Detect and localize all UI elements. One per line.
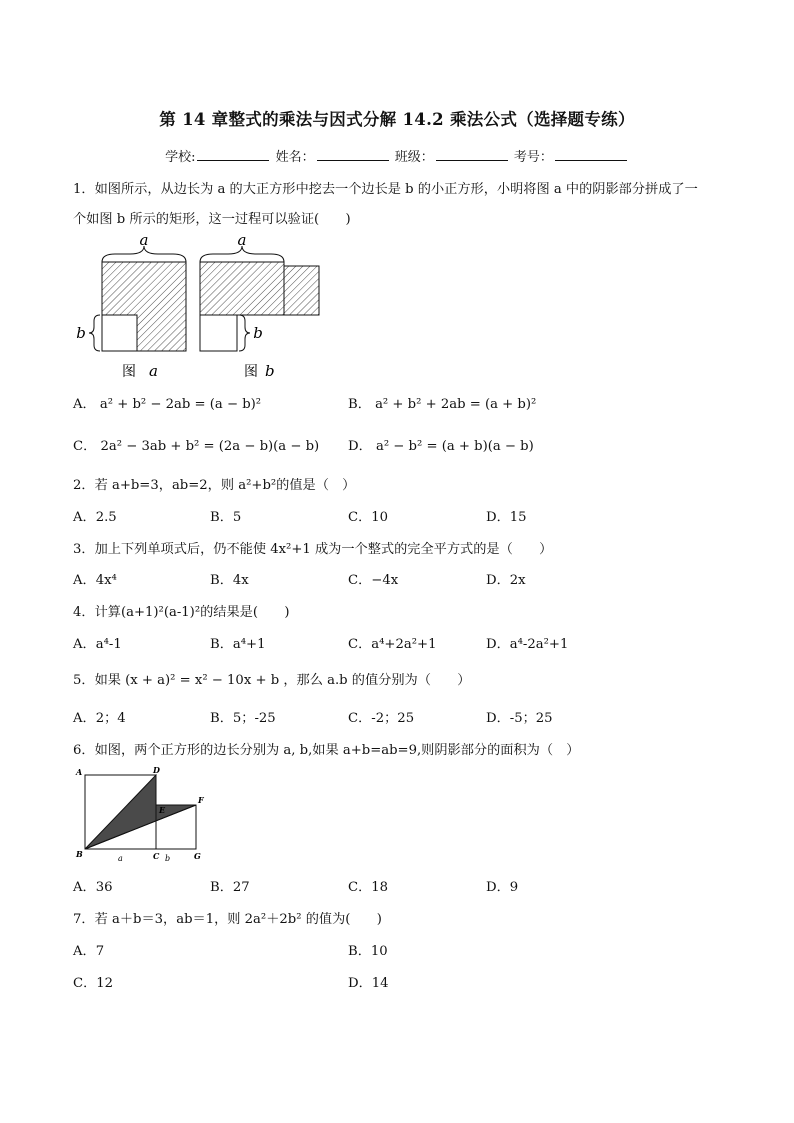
q2-stem: 2．若 a+b=3，ab=2，则 a²+b²的值是（ ） bbox=[73, 478, 356, 493]
q3-option-b[interactable]: B．4x bbox=[210, 573, 249, 588]
q6-label-c: C bbox=[153, 851, 160, 861]
q6-option-b[interactable]: B．27 bbox=[210, 880, 250, 895]
q1-option-b[interactable]: B． a² + b² + 2ab = (a + b)² bbox=[348, 397, 537, 412]
q6-label-a: A bbox=[76, 767, 83, 777]
q4-option-a[interactable]: A．a⁴-1 bbox=[73, 637, 122, 652]
q4-stem: 4．计算(a+1)²(a-1)²的结果是( ) bbox=[73, 605, 290, 620]
q1-figure bbox=[72, 228, 332, 383]
student-info-line bbox=[0, 146, 794, 165]
class-label: 班级： bbox=[394, 150, 434, 165]
q7-option-b[interactable]: B．10 bbox=[348, 944, 388, 959]
q1-option-d[interactable]: D． a² − b² = (a + b)(a − b) bbox=[348, 439, 534, 454]
fig-b-top-label: a bbox=[237, 231, 247, 249]
school-label: 学校: bbox=[165, 150, 196, 165]
fig-b-caption-var: b bbox=[265, 362, 275, 380]
name-label: 姓名： bbox=[275, 150, 315, 165]
q2-option-a[interactable]: A．2.5 bbox=[73, 510, 117, 525]
page-title: 第 14 章整式的乘法与因式分解 14.2 乘法公式（选择题专练） bbox=[159, 110, 635, 129]
q5-stem: 5．如果 (x + a)² = x² − 10x + b ，那么 a.b 的值分别为（ ） bbox=[73, 673, 471, 688]
fig-a-side-brace bbox=[89, 315, 100, 351]
fig-b-side-brace bbox=[239, 315, 250, 351]
q1-option-c[interactable]: C． 2a² − 3ab + b² = (2a − b)(a − b) bbox=[73, 439, 320, 454]
q4-option-b[interactable]: B．a⁴+1 bbox=[210, 637, 266, 652]
q6-label-side-b: b bbox=[165, 854, 171, 863]
q7-stem: 7．若 a＋b＝3，ab＝1，则 2a²＋2b² 的值为( ) bbox=[73, 912, 382, 927]
fig-a-caption: 图 bbox=[122, 364, 136, 380]
q3-option-c[interactable]: C．−4x bbox=[348, 573, 399, 588]
school-blank[interactable] bbox=[197, 148, 269, 161]
q4-option-d[interactable]: D．a⁴-2a²+1 bbox=[486, 637, 569, 652]
fig-a-caption-var: a bbox=[149, 362, 158, 380]
q3-stem: 3．加上下列单项式后，仍不能使 4x²+1 成为一个整式的完全平方式的是（ ） bbox=[73, 542, 553, 557]
fig-a-top-label: a bbox=[139, 231, 149, 249]
q6-label-f: F bbox=[198, 795, 204, 805]
fig-b-side-label: b bbox=[253, 324, 263, 342]
q2-option-b[interactable]: B．5 bbox=[210, 510, 242, 525]
q3-option-a[interactable]: A．4x⁴ bbox=[73, 573, 117, 588]
q6-label-side-a: a bbox=[118, 854, 123, 863]
q7-option-c[interactable]: C．12 bbox=[73, 976, 114, 991]
q5-option-b[interactable]: B．5；-25 bbox=[210, 711, 276, 726]
fig-b-caption: 图 bbox=[244, 364, 258, 380]
q5-option-d[interactable]: D．-5；25 bbox=[486, 711, 553, 726]
q3-option-d[interactable]: D．2x bbox=[486, 573, 526, 588]
q2-option-c[interactable]: C．10 bbox=[348, 510, 389, 525]
q6-label-d: D bbox=[153, 765, 160, 775]
q6-figure bbox=[72, 763, 212, 867]
exam-no-blank[interactable] bbox=[555, 148, 627, 161]
q1-option-a[interactable]: A． a² + b² − 2ab = (a − b)² bbox=[73, 397, 262, 412]
q6-label-e: E bbox=[159, 805, 166, 815]
q6-label-g: G bbox=[194, 851, 201, 861]
q2-option-d[interactable]: D．15 bbox=[486, 510, 527, 525]
q7-option-a[interactable]: A．7 bbox=[73, 944, 105, 959]
q4-option-c[interactable]: C．a⁴+2a²+1 bbox=[348, 637, 437, 652]
q6-option-d[interactable]: D．9 bbox=[486, 880, 519, 895]
fig-a-small-square bbox=[102, 315, 137, 351]
name-blank[interactable] bbox=[317, 148, 389, 161]
q5-option-a[interactable]: A．2；4 bbox=[73, 711, 126, 726]
fig-a-side-label: b bbox=[76, 324, 86, 342]
q5-option-c[interactable]: C．-2；25 bbox=[348, 711, 415, 726]
q6-label-b: B bbox=[76, 849, 83, 859]
q6-option-a[interactable]: A．36 bbox=[73, 880, 113, 895]
fig-b-small-square bbox=[200, 315, 237, 351]
class-blank[interactable] bbox=[436, 148, 508, 161]
q1-stem-line1: 1．如图所示，从边长为 a 的大正方形中挖去一个边长是 b 的小正方形，小明将图 a 中的阴影部分拼成了一 bbox=[73, 182, 698, 197]
q6-stem: 6．如图，两个正方形的边长分别为 a, b,如果 a+b=ab=9,则阴影部分的面积为（ ） bbox=[73, 743, 580, 758]
q6-option-c[interactable]: C．18 bbox=[348, 880, 389, 895]
exam-no-label: 考号： bbox=[513, 150, 553, 165]
q1-stem-line2: 个如图 b 所示的矩形，这一过程可以验证( ) bbox=[73, 212, 351, 227]
q7-option-d[interactable]: D．14 bbox=[348, 976, 389, 991]
